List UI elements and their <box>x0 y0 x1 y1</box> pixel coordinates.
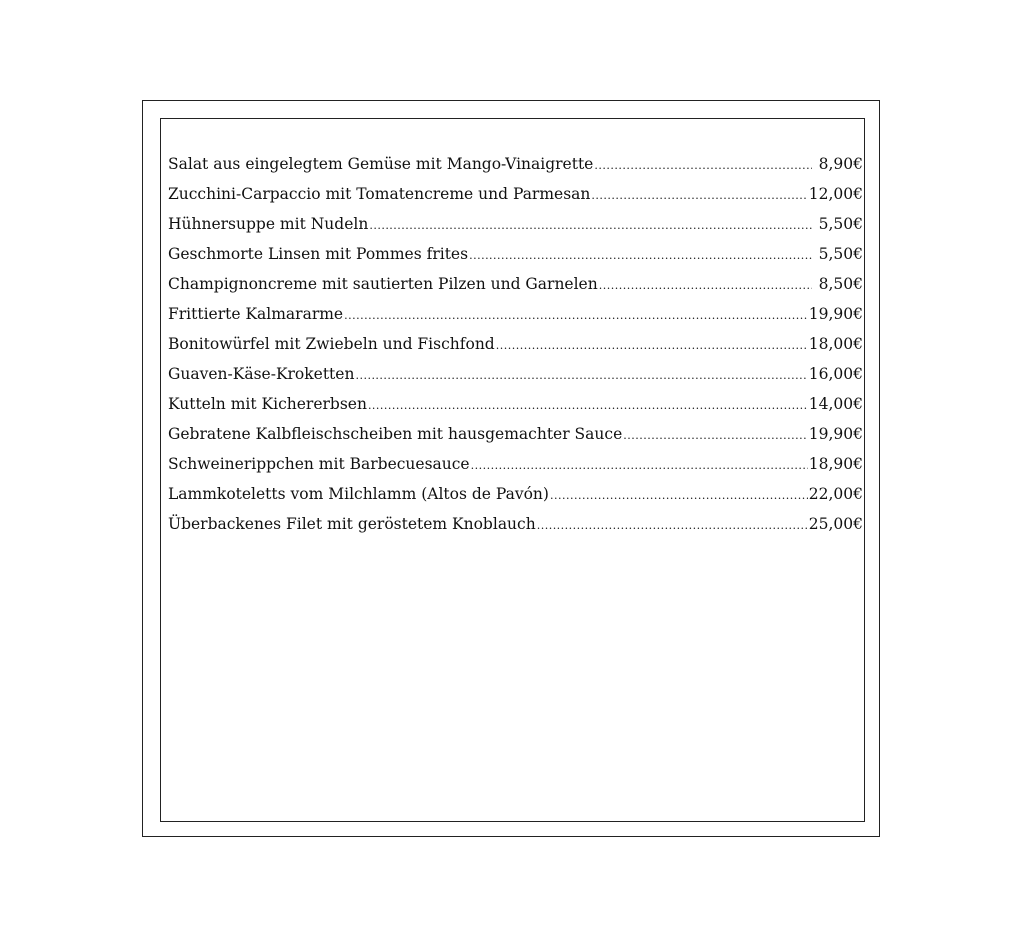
menu-item <box>168 209 863 239</box>
dot-leader <box>496 331 808 361</box>
dish-price: 5,50€ <box>818 245 863 263</box>
dot-leader <box>550 481 808 511</box>
dot-leader <box>599 271 812 301</box>
dish-name: Frittierte Kalmararme <box>168 305 344 323</box>
dish-price: 19,90€ <box>808 425 863 443</box>
dot-leader <box>471 451 808 481</box>
dish-name: Bonitowürfel mit Zwiebeln und Fischfond <box>168 335 495 353</box>
menu-item <box>168 449 863 479</box>
menu-item <box>168 329 863 359</box>
menu-list <box>168 149 863 539</box>
menu-item <box>168 299 863 329</box>
dot-leader <box>469 241 812 271</box>
dot-leader <box>594 151 812 181</box>
menu-item <box>168 419 863 449</box>
menu-item <box>168 179 863 209</box>
dish-price: 12,00€ <box>808 185 863 203</box>
menu-item <box>168 269 863 299</box>
dish-price: 14,00€ <box>808 395 863 413</box>
dot-leader <box>591 181 807 211</box>
menu-item <box>168 359 863 389</box>
dot-leader <box>369 211 812 241</box>
dish-price: 22,00€ <box>808 485 863 503</box>
dish-name: Champignoncreme mit sautierten Pilzen und Garnelen <box>168 275 598 293</box>
dish-price: 8,90€ <box>818 155 863 173</box>
dish-name: Kutteln mit Kichererbsen <box>168 395 367 413</box>
dish-name: Hühnersuppe mit Nudeln <box>168 215 369 233</box>
dot-leader <box>537 511 808 541</box>
dish-name: Lammkoteletts vom Milchlamm (Altos de Pavón) <box>168 485 549 503</box>
dot-leader <box>344 301 808 331</box>
dish-name: Guaven-Käse-Kroketten <box>168 365 355 383</box>
dish-name: Zucchini-Carpaccio mit Tomatencreme und Parmesan <box>168 185 591 203</box>
dot-leader <box>355 361 807 391</box>
dish-price: 8,50€ <box>818 275 863 293</box>
dish-price: 5,50€ <box>818 215 863 233</box>
dish-price: 25,00€ <box>808 515 863 533</box>
dish-price: 18,00€ <box>808 335 863 353</box>
dish-name: Schweinerippchen mit Barbecuesauce <box>168 455 470 473</box>
dish-price: 19,90€ <box>808 305 863 323</box>
dish-name: Überbackenes Filet mit geröstetem Knoblauch <box>168 515 536 533</box>
menu-item <box>168 509 863 539</box>
menu-item <box>168 149 863 179</box>
dish-name: Salat aus eingelegtem Gemüse mit Mango-Vinaigrette <box>168 155 594 173</box>
dot-leader <box>623 421 807 451</box>
dish-price: 16,00€ <box>808 365 863 383</box>
dish-price: 18,90€ <box>808 455 863 473</box>
dot-leader <box>368 391 808 421</box>
menu-item <box>168 239 863 269</box>
dish-name: Gebratene Kalbfleischscheiben mit hausgemachter Sauce <box>168 425 623 443</box>
menu-item <box>168 479 863 509</box>
menu-outer-frame <box>142 100 880 837</box>
dish-name: Geschmorte Linsen mit Pommes frites <box>168 245 469 263</box>
menu-item <box>168 389 863 419</box>
menu-inner-frame <box>160 118 865 822</box>
